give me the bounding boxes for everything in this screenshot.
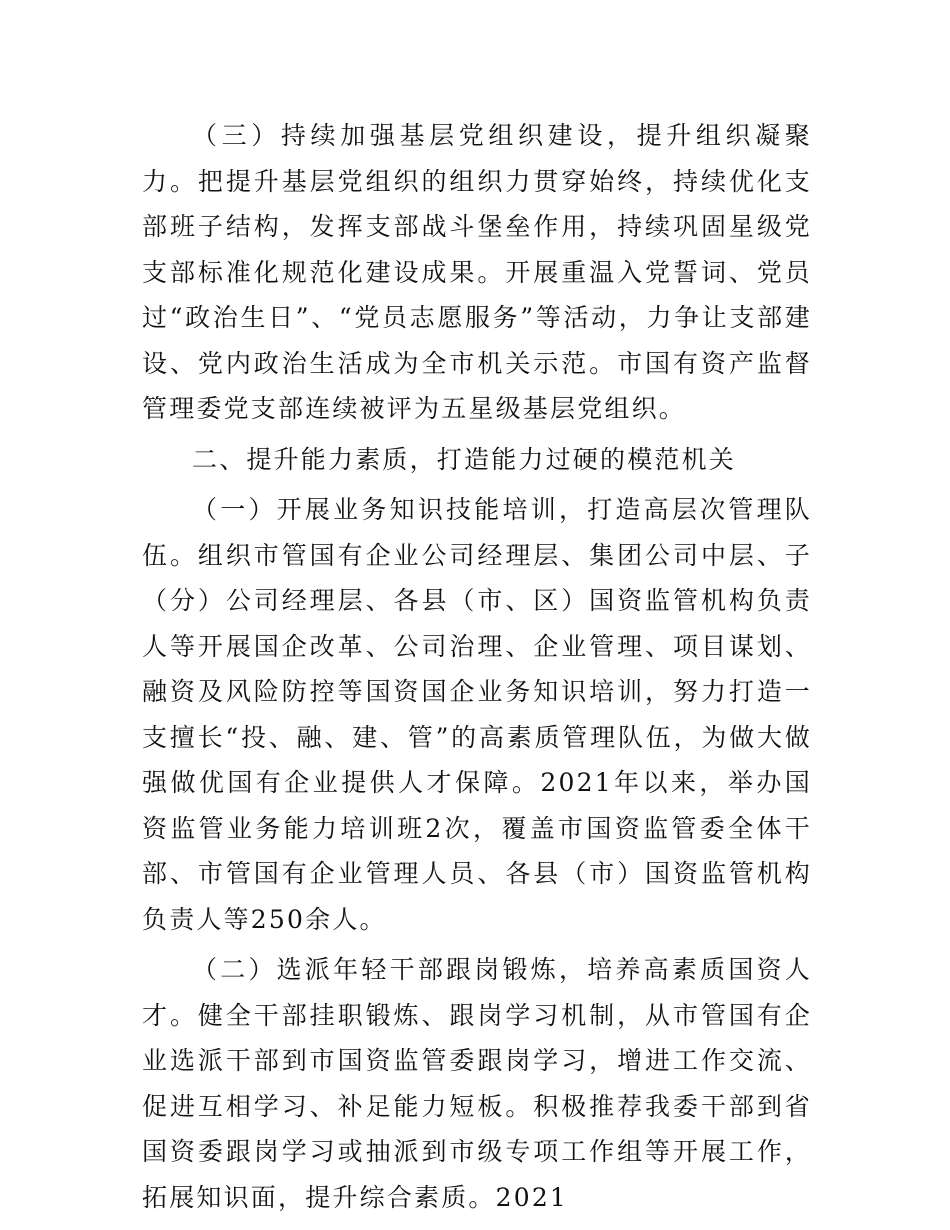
paragraph-party-organization: （三）持续加强基层党组织建设，提升组织凝聚力。把提升基层党组织的组织力贯穿始终，持续优化支部班子结构，发挥支部战斗堡垒作用，持续巩固星级党支部标准化规范化建设成果。开展重温入党誓词、党员过“政治生日”、“党员志愿服务”等活动，力争让支部建设、党内政治生活成为全市机关示范。市国有资产监督管理委党支部连续被评为五星级基层党组织。 xyxy=(142,121,812,423)
paragraph-young-cadres: （二）选派年轻干部跟岗锻炼，培养高素质国资人才。健全干部挂职锻炼、跟岗学习机制，从市管国有企业选派干部到市国资监管委跟岗学习，增进工作交流、促进互相学习、补足能力短板。积极推荐我委干部到省国资委跟岗学习或抽派到市级专项工作组等开展工作，拓展知识面，提升综合素质。2021 xyxy=(142,955,812,1212)
paragraph-training: （一）开展业务知识技能培训，打造高层次管理队伍。组织市管国有企业公司经理层、集团公司中层、子（分）公司经理层、各县（市、区）国资监管机构负责人等开展国企改革、公司治理、企业管理、项目谋划、融资及风险防控等国资国企业务知识培训，努力打造一支擅长“投、融、建、管”的高素质管理队伍，为做大做强做优国有企业提供人才保障。2021年以来，举办国资监管业务能力培训班2次，覆盖市国资监管委全体干部、市管国有企业管理人员、各县（市）国资监管机构负责人等250余人。 xyxy=(142,495,812,934)
document-body xyxy=(142,113,812,1220)
section-heading-capability: 二、提升能力素质，打造能力过硬的模范机关 xyxy=(192,444,737,474)
